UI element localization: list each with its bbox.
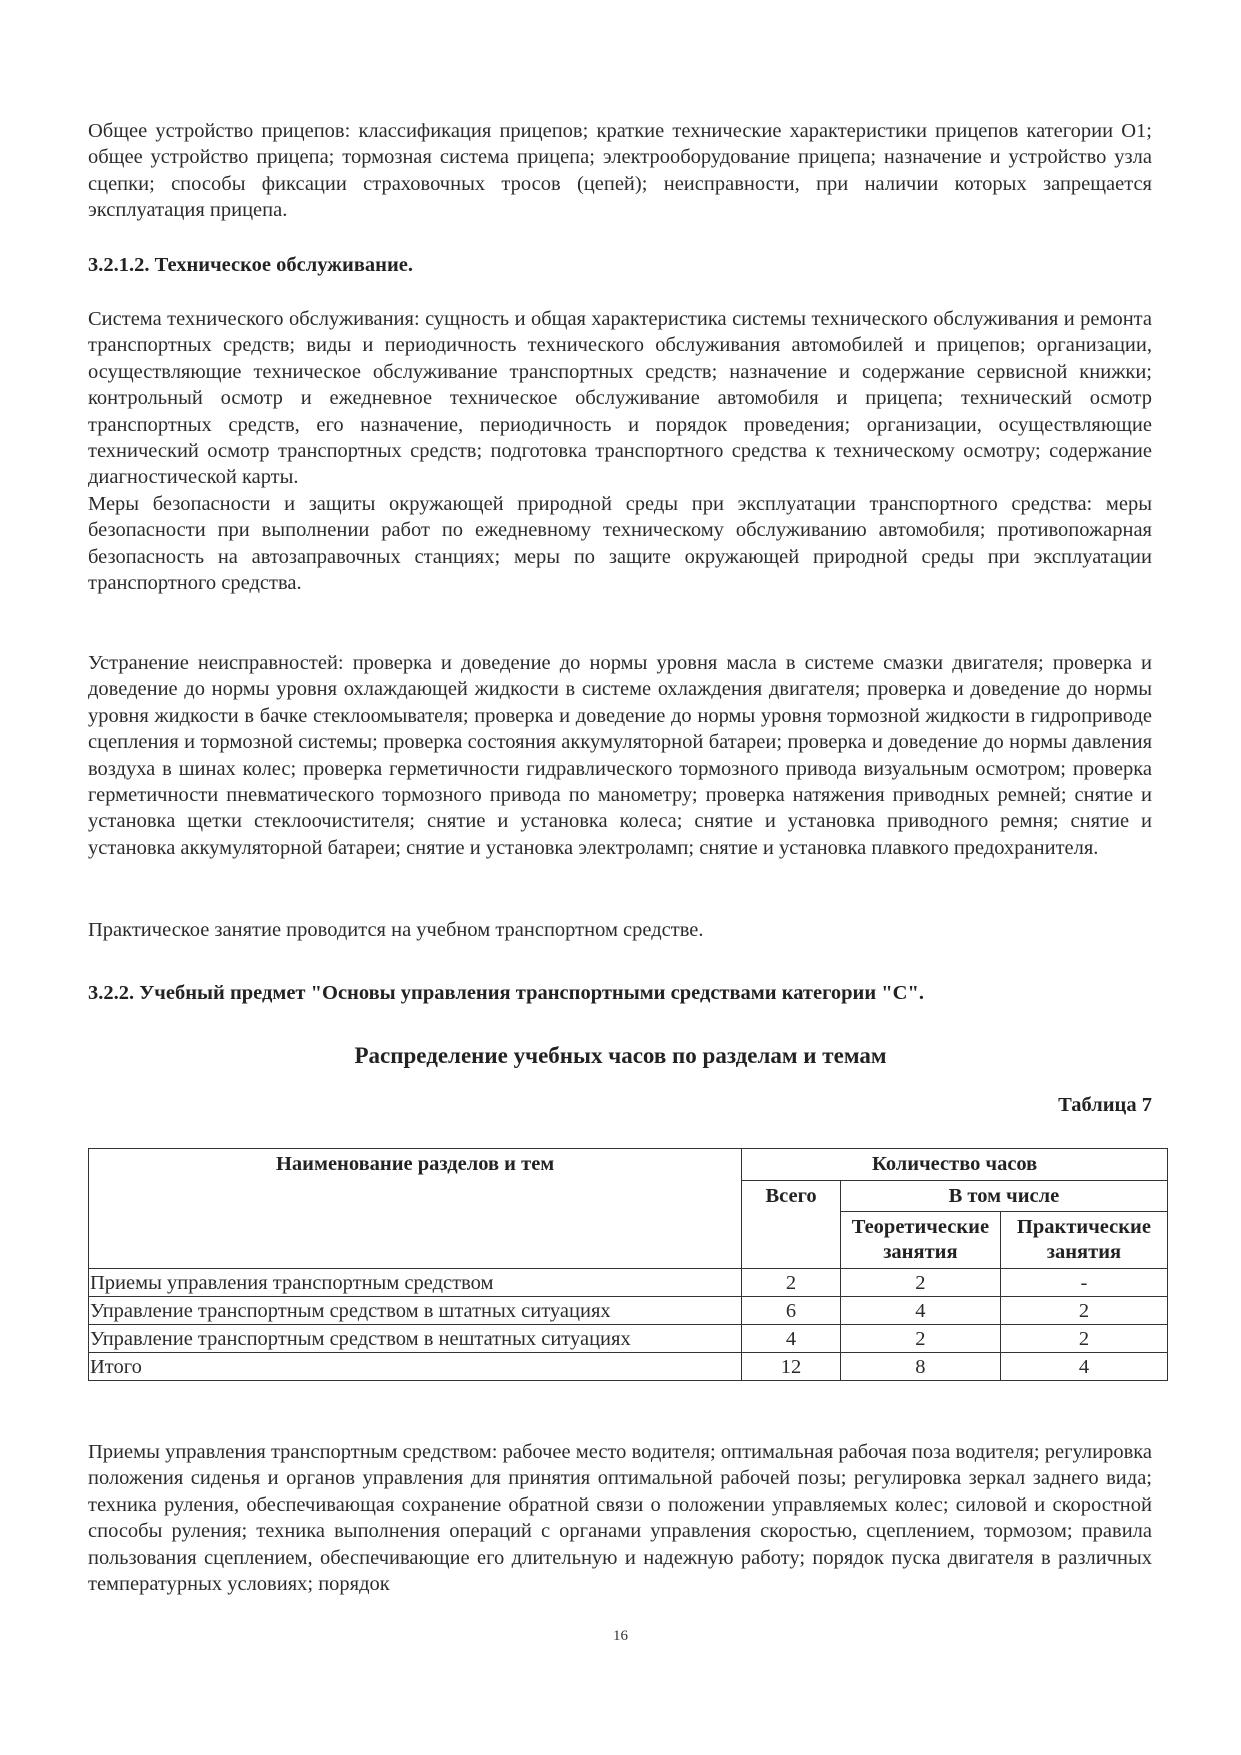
- row-total: 4: [742, 1325, 841, 1353]
- table-label: Таблица 7: [1058, 1094, 1152, 1116]
- table-row: [89, 1325, 1168, 1353]
- row-practice: -: [1000, 1269, 1167, 1297]
- row-name: Приемы управления транспортным средством: [89, 1269, 742, 1297]
- header-hours: Количество часов: [742, 1149, 1168, 1181]
- section-heading-3-2-1-2: [88, 252, 1152, 278]
- paragraph: Устранение неисправностей: проверка и доведение до нормы уровня масла в системе смазки двигателя; проверка и доведение до нормы уровня охлаждающей жидкости в системе охлаждения двигателя; проверка и доведение до нормы уровня жидкости в бачке стеклоомывателя; проверка и доведение до нормы уровня тормозной жидкости в гидроприводе сцепления и тормозной системы; проверка состояния аккумуляторной батареи; проверка и доведение до нормы давления воздуха в шинах колес; проверка герметичности гидравлического тормозного привода визуальным осмотром; проверка герметичности пневматического тормозного привода по манометру; проверка натяжения приводных ремней; снятие и установка щетки стеклоочистителя; снятие и установка колеса; снятие и установка приводного ремня; снятие и установка аккумуляторной батареи; снятие и установка электроламп; снятие и установка плавкого предохранителя.: [88, 652, 1152, 859]
- table-row: [89, 1269, 1168, 1297]
- header-including: В том числе: [840, 1181, 1167, 1212]
- paragraph-maintenance-system: [88, 306, 1152, 491]
- row-theory: 4: [840, 1297, 1000, 1325]
- page-number: 16: [613, 1628, 628, 1644]
- section-heading: 3.2.1.2. Техническое обслуживание.: [88, 254, 414, 276]
- table-title: Распределение учебных часов по разделам и темам: [354, 1043, 887, 1068]
- row-theory: 2: [840, 1269, 1000, 1297]
- row-practice: 2: [1000, 1325, 1167, 1353]
- paragraph-troubleshooting: [88, 650, 1152, 861]
- header-practice: Практические занятия: [1000, 1212, 1167, 1269]
- paragraph: Общее устройство прицепов: классификация прицепов; краткие технические характеристики прицепов категории О1; общее устройство прицепа; тормозная система прицепа; электрооборудование прицепа; назначение и устройство узла сцепки; способы фиксации страховочных тросов (цепей); неисправности, при наличии которых запрещается эксплуатация прицепа.: [88, 120, 1152, 222]
- row-name: Управление транспортным средством в нештатных ситуациях: [89, 1325, 742, 1353]
- header-section-name: Наименование разделов и тем: [89, 1149, 742, 1269]
- paragraph-safety-measures: [88, 491, 1152, 597]
- section-heading-3-2-2: [88, 980, 1152, 1006]
- hours-distribution-table: [88, 1148, 1168, 1381]
- row-practice: 2: [1000, 1297, 1167, 1325]
- row-name: Итого: [89, 1353, 742, 1381]
- row-total: 2: [742, 1269, 841, 1297]
- table-row-total: [89, 1353, 1168, 1381]
- row-theory: 2: [840, 1325, 1000, 1353]
- section-heading: 3.2.2. Учебный предмет "Основы управления транспортными средствами категории "C".: [88, 982, 924, 1004]
- header-theory: Теоретические занятия: [840, 1212, 1000, 1269]
- paragraph: Меры безопасности и защиты окружающей природной среды при эксплуатации транспортного средства: меры безопасности при выполнении работ по ежедневному техническому обслуживанию автомобиля; противопожарная безопасность на автозаправочных станциях; меры по защите окружающей природной среды при эксплуатации транспортного средства.: [88, 493, 1152, 595]
- paragraph-practical-note: [88, 917, 1152, 943]
- paragraph: Практическое занятие проводится на учебном транспортном средстве.: [88, 919, 704, 941]
- paragraph: Приемы управления транспортным средством: рабочее место водителя; оптимальная рабочая поза водителя; регулировка положения сиденья и органов управления для принятия оптимальной рабочей позы; регулировка зеркал заднего вида; техника руления, обеспечивающая сохранение обратной связи о положении управляемых колес; силовой и скоростной способы руления; техника выполнения операций с органами управления скоростью, сцеплением, тормозом; правила пользования сцеплением, обеспечивающие его длительную и надежную работу; порядок пуска двигателя в различных температурных условиях; порядок: [88, 1441, 1152, 1596]
- table-row: [89, 1297, 1168, 1325]
- paragraph-trailer-structure: [88, 118, 1152, 224]
- paragraph: Система технического обслуживания: сущность и общая характеристика системы технического обслуживания и ремонта транспортных средств; виды и периодичность технического обслуживания автомобилей и прицепов; организации, осуществляющие техническое обслуживание транспортных средств; назначение и содержание сервисной книжки; контрольный осмотр и ежедневное техническое обслуживание автомобиля и прицепа; технический осмотр транспортных средств, его назначение, периодичность и порядок проведения; организации, осуществляющие технический осмотр транспортных средств; подготовка транспортного средства к техническому осмотру; содержание диагностической карты.: [88, 308, 1152, 489]
- row-practice: 4: [1000, 1353, 1167, 1381]
- row-total: 12: [742, 1353, 841, 1381]
- header-total: Всего: [742, 1181, 841, 1269]
- row-name: Управление транспортным средством в штатных ситуациях: [89, 1297, 742, 1325]
- row-theory: 8: [840, 1353, 1000, 1381]
- paragraph-control-techniques: [88, 1439, 1152, 1597]
- row-total: 6: [742, 1297, 841, 1325]
